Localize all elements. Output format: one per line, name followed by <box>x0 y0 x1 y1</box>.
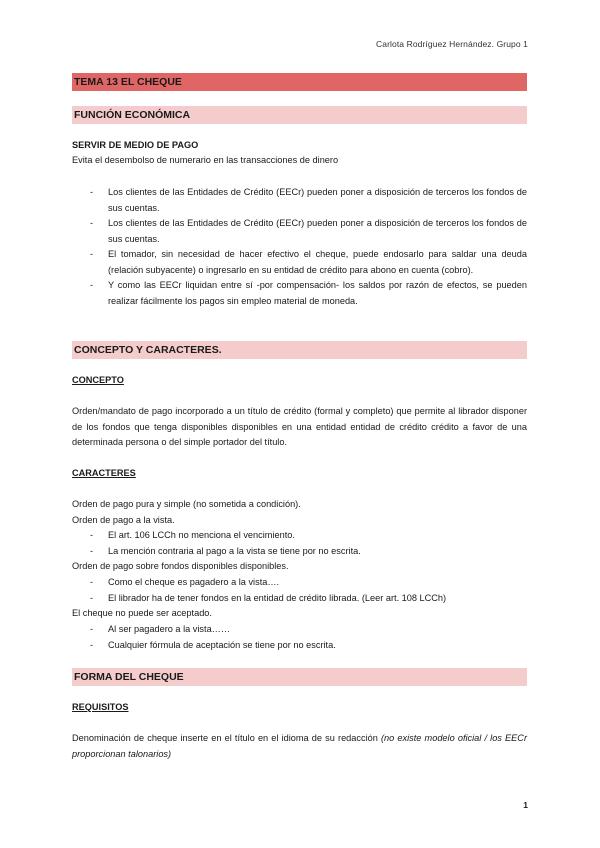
concepto-text: Orden/mandato de pago incorporado a un título de crédito (formal y completo) que permite al librador disponer de los fondos que tenga disponibles disponibles en una entidad entidad de crédito crédito a favor de una determinada persona o del simple portador del título. <box>72 406 527 447</box>
caracter-3: Orden de pago sobre fondos disponibles disponibles. <box>72 561 289 571</box>
caracter-2: Orden de pago a la vista. <box>72 515 175 525</box>
page-number: 1 <box>523 800 528 810</box>
list-item: - Al ser pagadero a la vista…… <box>90 624 231 634</box>
page-header: Carlota Rodríguez Hernández. Grupo 1 <box>376 39 528 49</box>
requisitos-note: (no existe modelo oficial / los EECr proporcionan talonarios) <box>72 733 527 759</box>
list-item: - El art. 106 LCCh no menciona el vencimiento. <box>90 530 295 540</box>
caracter-3-list <box>72 575 527 606</box>
section-heading-forma: FORMA DEL CHEQUE <box>72 668 527 686</box>
caracter-4-list <box>72 622 527 653</box>
caracteres-label: CARACTERES <box>72 468 136 478</box>
concepto-label: CONCEPTO <box>72 375 124 385</box>
list-item: - El librador ha de tener fondos en la entidad de crédito librada. (Leer art. 108 LCCh) <box>90 592 447 603</box>
section-heading-concepto: CONCEPTO Y CARACTERES. <box>72 341 527 359</box>
intro-text: Evita el desembolso de numerario en las transacciones de dinero <box>72 155 339 165</box>
list-item: - Como el cheque es pagadero a la vista…. <box>90 577 280 587</box>
list-item: - Los clientes de las Entidades de Crédito (EECr) pueden poner a disposición de terceros los fondos de sus cuentas. <box>90 218 527 244</box>
list-item: - La mención contraria al pago a la vista se tiene por no escrita. <box>90 545 361 556</box>
requisitos-label: REQUISITOS <box>72 702 129 712</box>
list-item: - Y como las EECr liquidan entre sí -por compensación- los saldos por razón de efectos, se pueden realizar fácilmente los pagos sin empleo material de moneda. <box>90 280 527 306</box>
requisitos-text: Denominación de cheque inserte en el título en el idioma de su redacción (no existe modelo oficial / los EECr proporcionan talonarios) <box>72 733 527 759</box>
list-item: - Los clientes de las Entidades de Crédito (EECr) pueden poner a disposición de terceros los fondos de sus cuentas. <box>90 187 527 213</box>
function-bullet-list <box>72 185 527 309</box>
caracter-2-list <box>72 528 527 559</box>
list-item: - Cualquier fórmula de aceptación se tiene por no escrita. <box>90 639 336 650</box>
list-item: - El tomador, sin necesidad de hacer efectivo el cheque, puede endosarlo para saldar una deuda (relación subyacente) o ingresarlo en su entidad de crédito para abono en cuenta (cobro). <box>90 249 527 275</box>
caracter-4: El cheque no puede ser aceptado. <box>72 608 212 618</box>
caracter-1: Orden de pago pura y simple (no sometida a condición). <box>72 499 301 509</box>
subheading-medio-pago: SERVIR DE MEDIO DE PAGO <box>72 140 199 150</box>
section-heading-funcion: FUNCIÓN ECONÓMICA <box>72 106 527 124</box>
document-title: TEMA 13 EL CHEQUE <box>72 73 527 91</box>
